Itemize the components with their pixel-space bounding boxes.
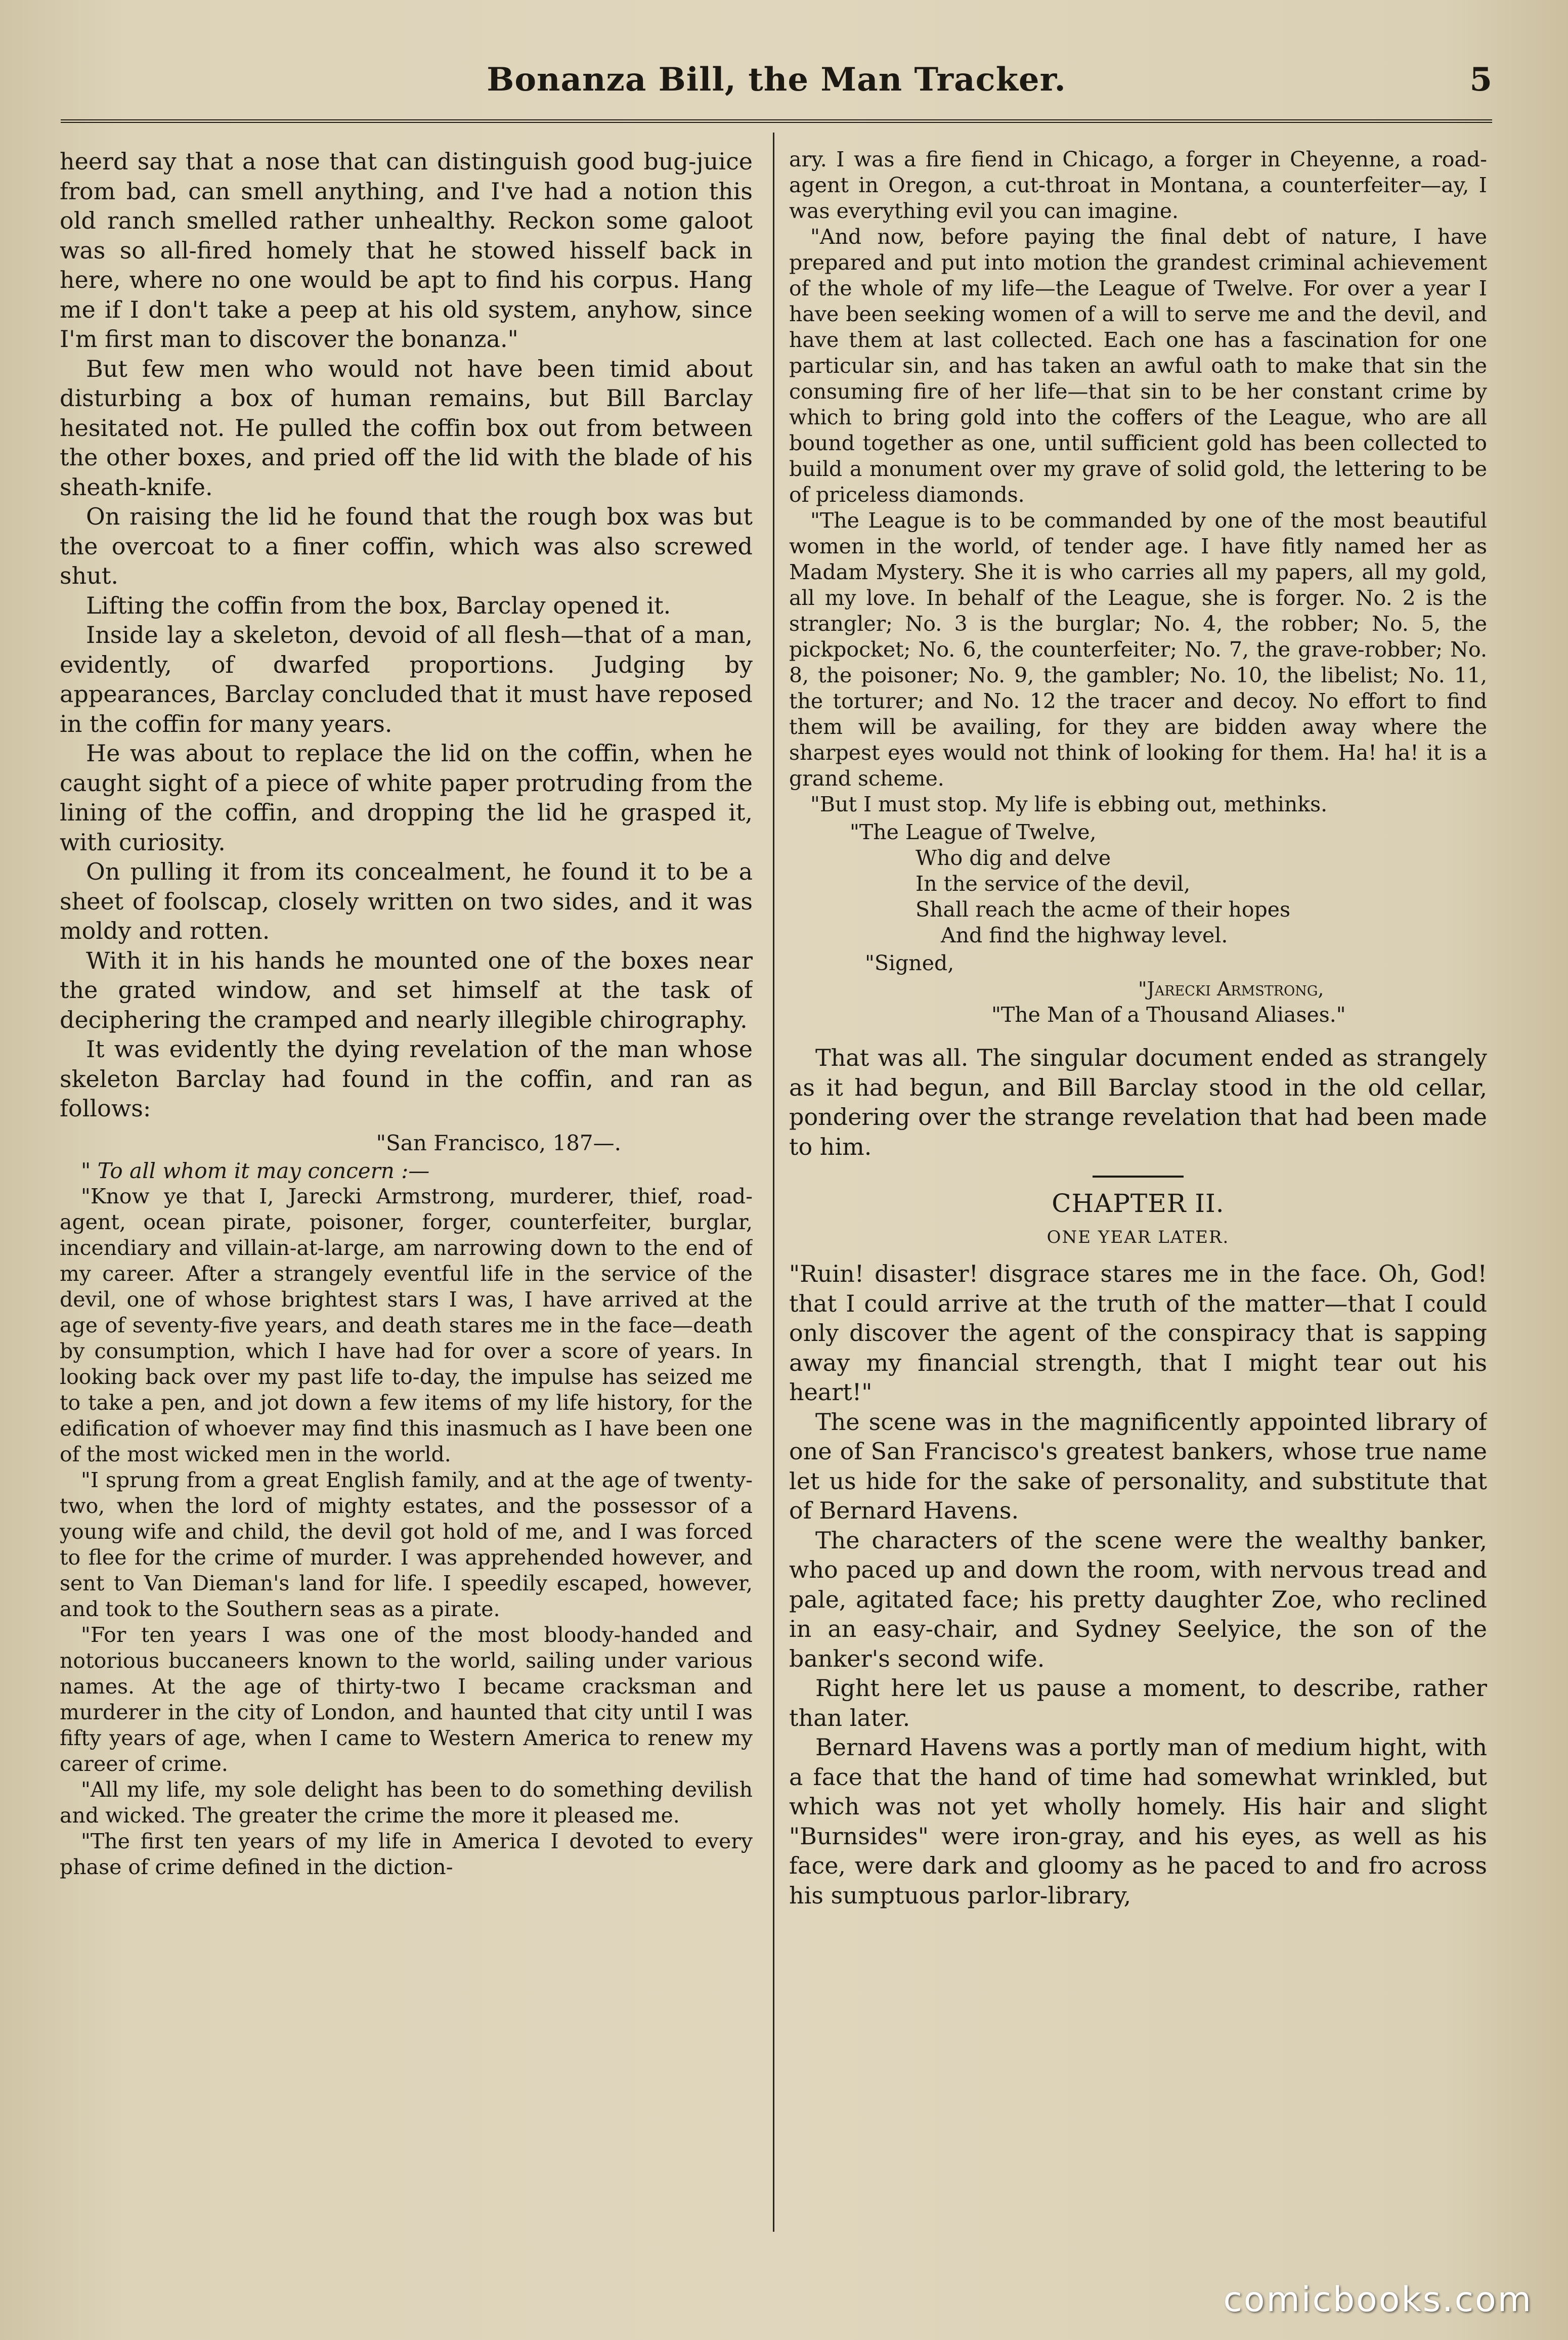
paragraph: "Ruin! disaster! disgrace stares me in the face. Oh, God! that I could arrive at the truth of the matter—that I could only discover the agent of the conspiracy that is sapping away my financial strength, that I might tear out his heart!" [789, 1260, 1487, 1406]
document-paragraph: "And now, before paying the final debt of nature, I have prepared and put into motion the grandest criminal achievement of the whole of my life—the League of Twelve. For over a year I have been seeking women of a will to serve me and the devil, and have them at last collected. Each one has a fascination for one particular sin, and has taken an awful oath to make that sin the consuming fire of her life—that sin to be her constant crime by which to bring gold into the coffers of the League, who are all bound together as one, until sufficient gold has been collected to build a monument over my grave of solid gold, the lettering to be of priceless diamonds. [789, 225, 1487, 507]
paragraph: He was about to replace the lid on the coffin, when he caught sight of a piece of white paper protruding from the lining of the coffin, and dropping the lid he grasped it, with curiosity. [60, 740, 753, 856]
paragraph: It was evidently the dying revelation of the man whose skeleton Barclay had found in the coffin, and ran as follows: [60, 1035, 753, 1122]
left-column [60, 147, 753, 2236]
document-paragraph: "The first ten years of my life in America I devoted to every phase of crime defined in the diction- [60, 1829, 753, 1879]
signed-label: "Signed, [865, 951, 954, 975]
document-paragraph: ary. I was a fire fiend in Chicago, a forger in Cheyenne, a road-agent in Oregon, a cut-throat in Montana, a counterfeiter—ay, I was everything evil you can imagine. [789, 147, 1487, 223]
verse-line: Shall reach the acme of their hopes [916, 897, 1291, 922]
paragraph: heerd say that a nose that can distinguish good bug-juice from bad, can smell anything, and I've had a notion this old ranch smelled rather unhealthy. Reckon some galoot was so all-fired homely that he stowed hisself back in here, where no one would be apt to find his corpus. Hang me if I don't take a peep at his old system, anyhow, since I'm first man to discover the bonanza." [60, 148, 753, 353]
paragraph: On pulling it from its concealment, he found it to be a sheet of foolscap, closely written on two sides, and it was moldy and rotten. [60, 858, 753, 944]
document-text [60, 1158, 753, 1880]
verse-line: In the service of the devil, [916, 872, 1191, 896]
right-column [789, 147, 1487, 2236]
document-paragraph: "All my life, my sole delight has been to do something devilish and wicked. The greater the crime the more it pleased me. [60, 1778, 753, 1828]
header-rule [61, 119, 1492, 123]
paragraph: With it in his hands he mounted one of the boxes near the grated window, and set himself at the task of deciphering the cramped and nearly illegible chirography. [60, 946, 753, 1033]
paragraph: On raising the lid he found that the rough box was but the overcoat to a finer coffin, which was also screwed shut. [60, 503, 753, 589]
document-continuation [789, 147, 1487, 1028]
document-paragraph: "The League is to be commanded by one of the most beautiful women in the world, of tender age. I have fitly named her as Madam Mystery. She it is who carries all my papers, all my gold, all my love. In behalf of the League, she is forger. No. 2 is the strangler; No. 3 is the burglar; No. 4, the robber; No. 5, the pickpocket; No. 6, the counterfeiter; No. 7, the grave-robber; No. 8, the poisoner; No. 9, the gambler; No. 10, the libelist; No. 11, the torturer; and No. 12 the tracer and decoy. No effort to find them will be availing, for they are bidden away where the sharpest eyes would not think of looking for them. Ha! ha! it is a grand scheme. [789, 508, 1487, 791]
document-paragraph: "Know ye that I, Jarecki Armstrong, murderer, thief, road-agent, ocean pirate, poisoner, forger, counterfeiter, burglar, incendiary and villain-at-large, am narrowing down to the end of my career. After a strangely eventful life in the service of the devil, one of whose brightest stars I was, I have arrived at the age of seventy-five years, and death stares me in the face—death by consumption, which I have had for over a score of years. In looking back over my past life to-day, the impulse has seized me to take a pen, and jot down a few items of my life history, for the edification of whoever may find this inasmuch as I have been one of the most wicked men in the world. [60, 1184, 753, 1466]
column-divider [773, 133, 774, 2232]
paragraph: Lifting the coffin from the box, Barclay opened it. [86, 591, 671, 619]
paragraph: Right here let us pause a moment, to describe, rather than later. [789, 1674, 1487, 1731]
page-number: 5 [1469, 61, 1492, 99]
verse-line: "The League of Twelve, [850, 820, 1097, 844]
paragraph: The characters of the scene were the wealthy banker, who paced up and down the room, with nervous tread and pale, agitated face; his pretty daughter Zoe, who reclined in an easy-chair, and Sydney Seelyice, the son of the banker's second wife. [789, 1526, 1487, 1672]
watermark: comicbooks.com [1223, 2280, 1533, 2320]
paragraph: Inside lay a skeleton, devoid of all flesh—that of a man, evidently, of dwarfed proportions. Judging by appearances, Barclay concluded that it must have reposed in the coffin for many years. [60, 621, 753, 738]
chapter-subtitle: ONE YEAR LATER. [1047, 1227, 1230, 1247]
document-paragraph: "But I must stop. My life is ebbing out, methinks. [810, 792, 1328, 816]
verse-line: And find the highway level. [941, 923, 1228, 947]
verse [789, 819, 1487, 948]
paragraph: The scene was in the magnificently appointed library of one of San Francisco's greatest bankers, whose true name let us hide for the sake of personality, and substitute that of Bernard Havens. [789, 1408, 1487, 1524]
paragraph: But few men who would not have been timid about disturbing a box of human remains, but Bill Barclay hesitated not. He pulled the coffin box out from between the other boxes, and pried off the lid with the blade of his sheath-knife. [60, 355, 753, 501]
document-dateline: "San Francisco, 187—. [376, 1130, 621, 1155]
page-header [61, 56, 1492, 111]
section-rule [1093, 1176, 1184, 1178]
running-title: Bonanza Bill, the Man Tracker. [487, 61, 1066, 99]
verse-line: Who dig and delve [916, 846, 1111, 870]
document-paragraph: "For ten years I was one of the most bloody-handed and notorious buccaneers known to the world, sailing under various names. At the age of thirty-two I became cracksman and murderer in the city of London, and haunted that city until I was fifty years of age, when I came to Western America to renew my career of crime. [60, 1623, 753, 1776]
paragraph: Bernard Havens was a portly man of medium hight, with a face that the hand of time had somewhat wrinkled, but which was not yet wholly homely. His hair and slight "Burnsides" were iron-gray, and his eyes, as well as his face, were dark and gloomy as he paced to and fro across his sumptuous parlor-library, [789, 1734, 1487, 1909]
paragraph: That was all. The singular document ended as strangely as it had begun, and Bill Barclay stood in the old cellar, pondering over the strange revelation that had been made to him. [789, 1044, 1487, 1160]
document-paragraph: "I sprung from a great English family, and at the age of twenty-two, when the lord of mighty estates, and the possessor of a young wife and child, the devil got hold of me, and I was forced to flee for the crime of murder. I was apprehended however, and sent to Van Dieman's land for life. I speedily escaped, however, and took to the Southern seas as a pirate. [60, 1468, 753, 1621]
signature-alias: "The Man of a Thousand Aliases." [991, 1003, 1346, 1027]
signature-name: "Jarecki Armstrong, [1138, 978, 1324, 1000]
chapter-title: CHAPTER II. [1052, 1189, 1225, 1218]
document-salutation: " To all whom it may concern :— [81, 1158, 430, 1183]
